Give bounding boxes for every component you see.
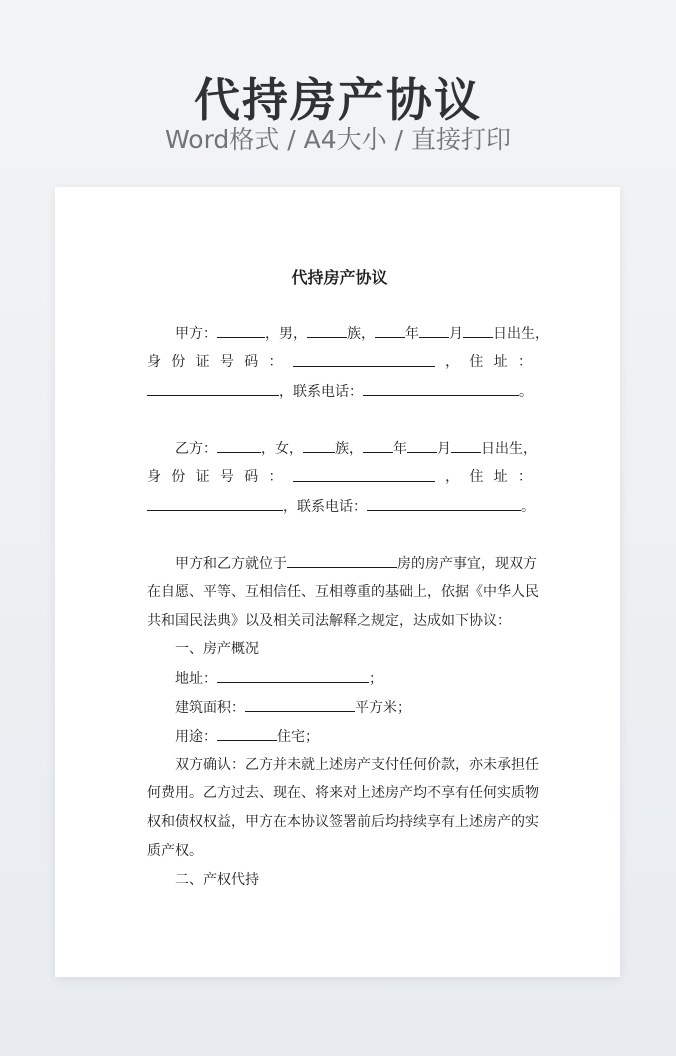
party-b-day-blank <box>451 438 481 453</box>
confirm-line-1: 双方确认：乙方并未就上述房产支付任何价款，亦未承担任 <box>175 757 539 773</box>
party-a-ethnicity-blank <box>307 323 347 338</box>
section-2-heading: 二、产权代持 <box>175 872 259 888</box>
usage-line: 用途： 住宅； <box>147 726 532 746</box>
party-a-id-blank <box>293 352 435 367</box>
party-b-ethnicity-blank <box>303 438 335 453</box>
intro-line-3: 共和国民法典》以及相关司法解释之规定，达成如下协议： <box>147 613 511 629</box>
party-a-phone-blank <box>363 381 519 396</box>
party-a-label: 甲方： <box>175 326 217 342</box>
party-a-line-2: 身 份 证 号 码 ： ， 住 址 ： <box>147 354 532 370</box>
intro-line-2: 在自愿、平等、互相信任、互相尊重的基础上，依据《中华人民 <box>147 584 539 600</box>
party-a-line-1: 甲方： ，男， 族， 年 月 日出生， <box>147 323 532 343</box>
party-b-year-blank <box>363 438 393 453</box>
usage-blank <box>217 726 277 741</box>
party-b-address-blank <box>147 496 283 511</box>
party-b-line-3: ，联系电话： 。 <box>147 496 532 516</box>
area-blank <box>245 697 355 712</box>
party-b-phone-blank <box>367 496 521 511</box>
area-line: 建筑面积： 平方米； <box>147 697 532 717</box>
address-blank <box>217 668 369 683</box>
party-a-month-blank <box>419 323 449 338</box>
party-b-line-2: 身 份 证 号 码 ： ， 住 址 ： <box>147 469 532 485</box>
party-a-day-blank <box>463 323 493 338</box>
party-a-name-blank <box>217 323 265 338</box>
confirm-line-4: 质产权。 <box>147 843 203 859</box>
document-page <box>55 187 620 977</box>
banner-subtitle: Word格式 / A4大小 / 直接打印 <box>165 125 511 154</box>
confirm-line-3: 权和债权权益，甲方在本协议签署前后均持续享有上述房产的实 <box>147 814 539 830</box>
party-b-id-blank <box>293 467 435 482</box>
property-location-blank <box>287 553 397 568</box>
party-b-line-1: 乙方： ，女， 族， 年 月 日出生， <box>147 438 532 458</box>
confirm-line-2: 何费用。乙方过去、现在、将来对上述房产均不享有任何实质物 <box>147 785 539 801</box>
party-b-label: 乙方： <box>175 441 217 457</box>
party-a-address-blank <box>147 381 279 396</box>
party-a-year-blank <box>375 323 405 338</box>
address-line: 地址： ； <box>147 668 532 688</box>
party-b-month-blank <box>407 438 437 453</box>
section-1-heading: 一、房产概况 <box>175 641 259 657</box>
banner-title: 代持房产协议 <box>194 73 482 127</box>
party-a-line-3: ，联系电话： 。 <box>147 381 532 401</box>
party-b-name-blank <box>217 438 261 453</box>
document-title: 代持房产协议 <box>291 268 388 287</box>
intro-line-1: 甲方和乙方就位于 房的房产事宜，现双方 <box>147 553 532 573</box>
